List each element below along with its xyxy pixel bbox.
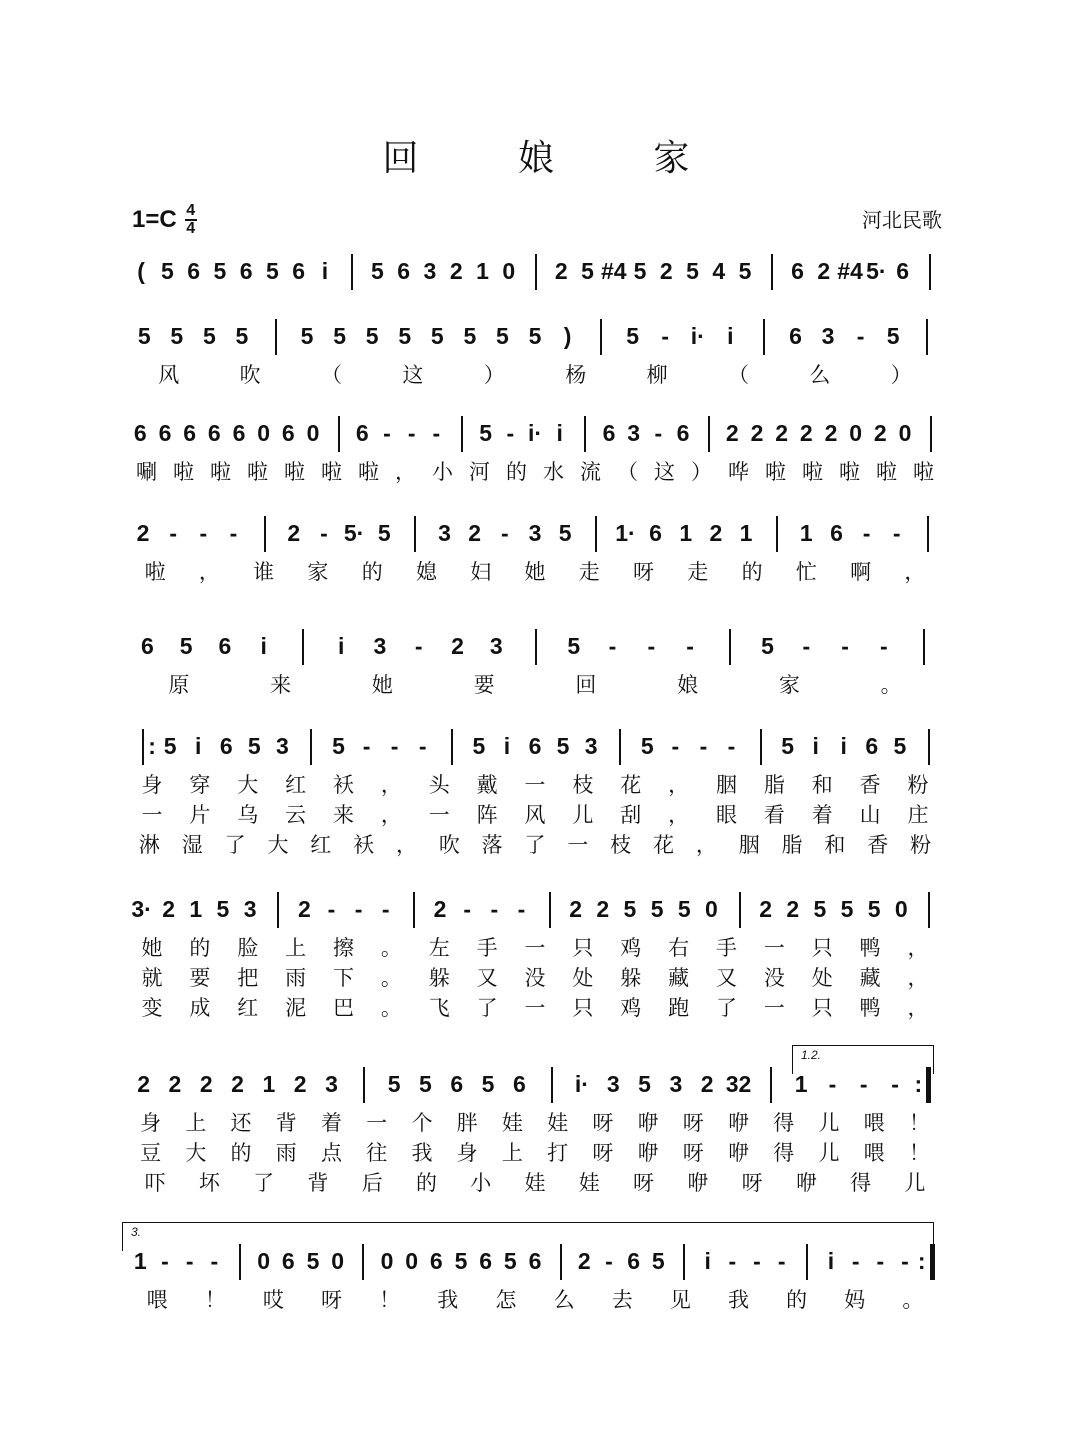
bar-line	[930, 416, 932, 452]
note: -	[210, 1248, 219, 1274]
note: 0	[257, 420, 271, 446]
note: -	[891, 1071, 899, 1097]
bar-line	[926, 319, 928, 355]
note: i	[337, 633, 345, 659]
bar-line	[535, 629, 537, 665]
bar-line	[595, 516, 597, 552]
note: 1	[739, 520, 753, 546]
note: 5	[333, 323, 347, 349]
note: -	[161, 1248, 169, 1274]
lyric-line: 她 的 脸 上 擦 。 左 手 一 只 鸡 右 手 一 只 鸭 ，	[141, 936, 929, 960]
note: 6	[791, 258, 804, 284]
note: 5	[633, 258, 647, 284]
note: -	[728, 1248, 737, 1274]
note: -	[608, 633, 617, 659]
lyric-line: 淋 湿 了 大 红 袄 ， 吹 落 了 一 枝 花 ， 胭 脂 和 香 粉	[138, 833, 932, 857]
note: -	[647, 633, 656, 659]
note: 5	[781, 733, 795, 759]
note: 5	[170, 323, 184, 349]
note: 5	[686, 258, 699, 284]
lyric-line: 就 要 把 雨 下 。 躲 又 没 处 躲 藏 又 没 处 藏 ，	[141, 966, 929, 990]
note: (	[137, 258, 145, 284]
note: 5	[371, 258, 384, 284]
volta-bracket: 1.2.	[792, 1045, 934, 1074]
note: 5	[738, 258, 752, 284]
bar-line	[535, 254, 537, 290]
bar-line	[928, 729, 930, 765]
note: )	[563, 323, 572, 349]
note: 6	[281, 420, 295, 446]
bar-line	[142, 729, 144, 765]
note: i	[556, 420, 563, 446]
note: 5	[556, 733, 570, 759]
note: i	[704, 1248, 711, 1274]
note: -	[327, 896, 336, 922]
bar-line	[551, 1067, 553, 1103]
note: -	[699, 733, 708, 759]
note: 5	[332, 733, 345, 759]
note: -	[463, 896, 471, 922]
note: 2	[199, 1071, 213, 1097]
note: 6	[676, 420, 690, 446]
bar-line	[413, 892, 415, 928]
bar-line	[770, 1067, 772, 1103]
note: 5	[300, 323, 314, 349]
composer-credit: 河北民歌	[862, 208, 942, 232]
note: -	[517, 896, 526, 922]
note: 5	[496, 323, 509, 349]
bar-line	[310, 729, 312, 765]
note: -	[506, 420, 515, 446]
notation-line: 2 2 2 2 1 2 3 5 5 6 5 6 i· 3 5 3 2 32 1 - - - :	[128, 1071, 942, 1111]
note: 0	[898, 420, 912, 446]
note: 2	[817, 258, 831, 284]
note: 2	[433, 896, 447, 922]
note: 0	[849, 420, 863, 446]
note: 2	[168, 1071, 182, 1097]
note: 6	[232, 420, 246, 446]
note: 3	[423, 258, 437, 284]
note: 0	[502, 258, 516, 284]
note: -	[862, 520, 871, 546]
note: 5	[761, 633, 774, 659]
note: 5	[886, 323, 900, 349]
song-title: 回 娘 家	[382, 138, 734, 179]
note: i	[194, 733, 202, 759]
note: 5	[454, 1248, 468, 1274]
note: 0	[331, 1248, 345, 1274]
lyric-line: 身 穿 大 红 袄 ， 头 戴 一 枝 花 ， 胭 脂 和 香 粉	[141, 773, 929, 797]
lyric-line: 一 片 乌 云 来 ， 一 阵 风 儿 刮 ， 眼 看 着 山 庄	[141, 803, 929, 827]
note: 6	[187, 258, 201, 284]
note: 2	[700, 1071, 714, 1097]
note: 0	[306, 420, 320, 446]
note: 6	[528, 1248, 542, 1274]
note: 5	[626, 323, 640, 349]
note: 6	[450, 1071, 464, 1097]
note: 6	[239, 258, 253, 284]
lyric-line: 吓 坏 了 背 后 的 小 娃 娃 呀 咿 呀 咿 得 儿	[144, 1171, 926, 1195]
note: 5	[365, 323, 379, 349]
note: 6	[218, 633, 232, 659]
note: 2	[569, 896, 583, 922]
note: -	[802, 633, 811, 659]
bar-line	[264, 516, 266, 552]
note: 5	[213, 258, 227, 284]
note: -	[686, 633, 694, 659]
note: 2	[293, 1071, 307, 1097]
note: -	[490, 896, 499, 922]
note: -	[661, 323, 670, 349]
note: 2	[136, 520, 150, 546]
time-signature: $\frac{4}{4}$	[186, 202, 196, 237]
note: -	[169, 520, 178, 546]
note: -	[828, 1071, 837, 1097]
note: 2	[554, 258, 568, 284]
note: 5	[558, 520, 572, 546]
lyric-line: 豆 大 的 雨 点 往 我 身 上 打 呀 咿 呀 咿 得 儿 喂 ！	[140, 1141, 930, 1165]
note: #4	[837, 258, 863, 284]
note: -	[418, 733, 427, 759]
bar-line	[928, 892, 930, 928]
note: -	[753, 1248, 761, 1274]
lyric-line: 啦 ， 谁 家 的 媳 妇 她 走 呀 走 的 忙 啊 ，	[144, 560, 926, 584]
bar-line	[729, 629, 731, 665]
note: -	[605, 1248, 613, 1274]
lyric-line: 原 来 她 要 回 娘 家 。	[168, 673, 902, 697]
note: -	[851, 1248, 860, 1274]
note: 3	[243, 896, 257, 922]
bar-line	[451, 729, 453, 765]
note: -	[859, 1071, 868, 1097]
note: -	[892, 520, 901, 546]
note: -	[880, 633, 888, 659]
note: 5	[216, 896, 230, 922]
note: 6	[397, 258, 411, 284]
note: -	[876, 1248, 885, 1274]
note: -	[390, 733, 399, 759]
note: -	[383, 420, 391, 446]
notation-line	[128, 258, 942, 298]
note: 3	[438, 520, 451, 546]
note: 5	[677, 896, 691, 922]
note: 3	[275, 733, 289, 759]
note: 5	[202, 323, 216, 349]
note: 2	[297, 896, 311, 922]
note: 5	[813, 896, 827, 922]
note: -	[671, 733, 680, 759]
note: -	[777, 1248, 786, 1274]
bar-line	[776, 516, 778, 552]
note: -	[727, 733, 736, 759]
note: 3	[373, 633, 387, 659]
note: 3	[606, 1071, 620, 1097]
note: 5	[623, 896, 637, 922]
note: 5	[481, 1071, 495, 1097]
note: 6	[355, 420, 369, 446]
note: -	[501, 520, 509, 546]
note: -	[407, 420, 416, 446]
note: 2	[287, 520, 301, 546]
note: -	[354, 896, 363, 922]
note: 2	[709, 520, 723, 546]
note: 5	[463, 323, 477, 349]
note: 3	[669, 1071, 683, 1097]
note: i	[827, 1248, 835, 1274]
key-signature	[132, 203, 197, 237]
note: 0	[380, 1248, 394, 1274]
lyric-line: 身 上 还 背 着 一 个 胖 娃 娃 呀 咿 呀 咿 得 儿 喂 ！	[140, 1111, 930, 1135]
note: 0	[405, 1248, 419, 1274]
note: 5	[567, 633, 581, 659]
note: i	[840, 733, 847, 759]
note: 5	[638, 1071, 651, 1097]
note: 2	[750, 420, 764, 446]
note: -	[199, 520, 208, 546]
note: -	[856, 323, 865, 349]
bar-line	[760, 729, 762, 765]
note: 3	[528, 520, 542, 546]
note: 6	[528, 733, 542, 759]
note: 2	[659, 258, 673, 284]
note: -	[841, 633, 849, 659]
note: 5	[650, 896, 664, 922]
note: 1·	[615, 520, 636, 546]
note: i	[812, 733, 819, 759]
note: 6	[158, 420, 172, 446]
bar-line	[277, 892, 279, 928]
bar-line	[414, 516, 416, 552]
note: 6	[219, 733, 233, 759]
bar-line	[600, 319, 602, 355]
bar-line	[549, 892, 551, 928]
note: 6	[789, 323, 802, 349]
note: 6	[292, 258, 306, 284]
note: 5	[266, 258, 279, 284]
bar-line	[302, 629, 304, 665]
note: 5	[472, 733, 486, 759]
note: 3	[489, 633, 503, 659]
note: 5·	[866, 258, 887, 284]
note: 5	[528, 323, 542, 349]
note: 2	[873, 420, 887, 446]
note: 5	[651, 1248, 665, 1274]
bar-line	[338, 416, 340, 452]
notation-line	[128, 520, 942, 560]
bar-line	[619, 729, 621, 765]
note: 6	[207, 420, 221, 446]
note: 6	[281, 1248, 295, 1274]
note: 6	[865, 733, 879, 759]
bar-line	[351, 254, 353, 290]
note: i·	[527, 420, 543, 446]
note: 2	[786, 896, 800, 922]
note: 5	[306, 1248, 320, 1274]
note: -	[185, 1248, 194, 1274]
note: 5	[503, 1248, 517, 1274]
note: 0	[894, 896, 908, 922]
note: -	[414, 633, 423, 659]
note: 6	[140, 633, 154, 659]
note: -	[901, 1248, 909, 1274]
note: #4	[600, 258, 627, 284]
note: 5	[840, 896, 854, 922]
note: 2	[468, 520, 482, 546]
notation-line: : 5 i 6 5 3 5 - - - 5 i 6 5 3 5 - - - 5 i i 6 5	[128, 733, 942, 773]
note: 1	[133, 1248, 147, 1274]
volta-bracket: 3.	[122, 1222, 934, 1251]
notation-line: 1 - - - 0 6 5 0 0 0 6 5 6 5 6 2 - 6 5 i - - - i - - - :	[128, 1248, 942, 1288]
note: 3	[821, 323, 835, 349]
bar-line	[461, 416, 463, 452]
note: 2	[231, 1071, 244, 1097]
note: -	[432, 420, 441, 446]
note: 5	[893, 733, 907, 759]
note: 1	[799, 520, 813, 546]
note: 5·	[343, 520, 365, 546]
note: 1	[262, 1071, 276, 1097]
lyric-line: 喂 ！ 哎 呀 ！ 我 怎 么 去 见 我 的 妈 。	[146, 1288, 924, 1312]
note: 3	[627, 420, 641, 446]
note: 6	[183, 420, 197, 446]
note: 5	[419, 1071, 432, 1097]
bar-line	[927, 516, 929, 552]
note: 2	[759, 896, 773, 922]
note: 5	[387, 1071, 401, 1097]
note: 6	[429, 1248, 443, 1274]
note: 6	[896, 258, 910, 284]
note: 1	[189, 896, 203, 922]
note: i	[727, 323, 734, 349]
note: 5	[377, 520, 391, 546]
bar-line	[923, 629, 925, 665]
lyric-line: 风 吹 （ 这 ） 杨 柳 （ 么 ）	[158, 363, 912, 387]
note: 5	[137, 323, 151, 349]
bar-line	[763, 319, 765, 355]
bar-line	[584, 416, 586, 452]
note: -	[229, 520, 238, 546]
note: -	[381, 896, 390, 922]
note: 5	[179, 633, 193, 659]
note: i	[503, 733, 511, 759]
bar-line	[771, 254, 773, 290]
note: 6	[830, 520, 843, 546]
note: 4	[712, 258, 726, 284]
note: 1	[794, 1071, 808, 1097]
note: 5	[247, 733, 261, 759]
bar-line	[275, 319, 277, 355]
note: 6	[627, 1248, 641, 1274]
note: 32	[725, 1071, 752, 1097]
note: 2	[162, 896, 176, 922]
note: i·	[690, 323, 705, 349]
note: 3	[325, 1071, 338, 1097]
note: 2	[451, 633, 464, 659]
note: 2	[775, 420, 789, 446]
note: 6	[512, 1071, 526, 1097]
note: 5	[430, 323, 444, 349]
note: 2	[449, 258, 463, 284]
note: 6	[133, 420, 147, 446]
notation-line	[128, 420, 942, 460]
note: 2	[577, 1248, 591, 1274]
bar-line	[363, 1067, 365, 1103]
note: -	[362, 733, 371, 759]
note: i	[321, 258, 329, 284]
note: 2	[596, 896, 610, 922]
note: 2	[137, 1071, 151, 1097]
note: 2	[824, 420, 838, 446]
bar-line	[708, 416, 710, 452]
bar-line	[929, 254, 931, 290]
lyric-line: 唰 啦 啦 啦 啦 啦 啦 ， 小 河 的 水 流 （ 这 ） 哗 啦 啦 啦 啦 啦	[136, 460, 934, 484]
key-label: 1=C	[132, 206, 177, 233]
note: 2	[799, 420, 813, 446]
note: 6	[649, 520, 662, 546]
note: 5	[640, 733, 654, 759]
bar-line	[739, 892, 741, 928]
note: 5	[581, 258, 594, 284]
note: -	[654, 420, 663, 446]
note: 5	[235, 323, 249, 349]
note: 6	[479, 1248, 493, 1274]
note: 6	[602, 420, 616, 446]
note: 5	[867, 896, 881, 922]
note: 5	[160, 258, 174, 284]
note: 5	[398, 323, 412, 349]
note: 5	[163, 733, 177, 759]
notation-line	[128, 323, 942, 363]
note: 5	[479, 420, 493, 446]
note: 0	[257, 1248, 271, 1274]
note: 1	[476, 258, 489, 284]
note: 3	[584, 733, 598, 759]
lyric-line: 变 成 红 泥 巴 。 飞 了 一 只 鸡 跑 了 一 只 鸭 ，	[141, 996, 929, 1020]
note: i·	[574, 1071, 589, 1097]
note: 2	[725, 420, 739, 446]
note: 0	[704, 896, 718, 922]
notation-line	[128, 896, 942, 936]
note: 3·	[131, 896, 152, 922]
note: -	[320, 520, 328, 546]
notation-line	[128, 633, 942, 673]
note: i	[260, 633, 267, 659]
note: 1	[679, 520, 693, 546]
